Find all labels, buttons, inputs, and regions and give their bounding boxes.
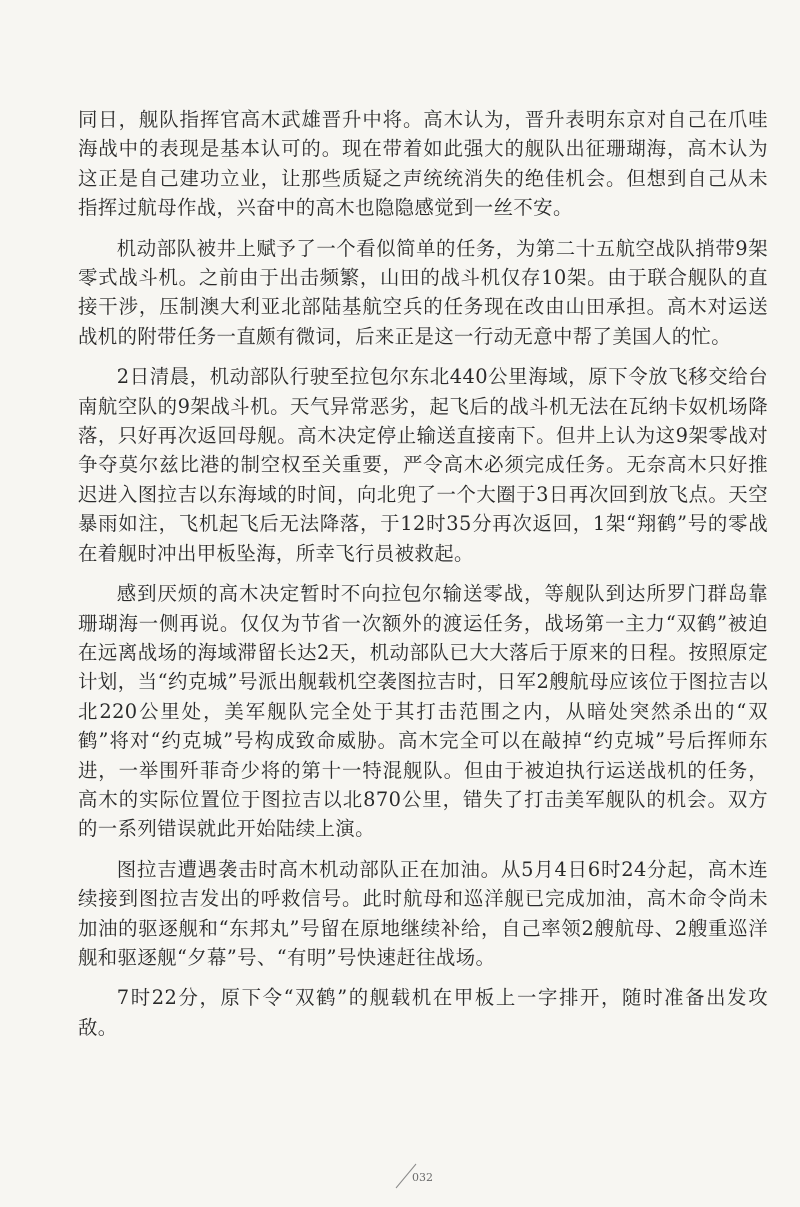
paragraph-1: 同日，舰队指挥官高木武雄晋升中将。高木认为，晋升表明东京对自己在爪哇海战中的表现是基本认可的。现在带着如此强大的舰队出征珊瑚海，高木认为这正是自己建功立业，让那些质疑之声统统消失的绝佳机会。但想到自己从未指挥过航母作战，兴奋中的高木也隐隐感觉到一丝不安。 [78, 108, 768, 220]
paragraph-5: 图拉吉遭遇袭击时高木机动部队正在加油。从5月4日6时24分起，高木连续接到图拉吉发出的呼救信号。此时航母和巡洋舰已完成加油，高木命令尚未加油的驱逐舰和“东邦丸”号留在原地继续补给，自己率领2艘航母、2艘重巡洋舰和驱逐舰“夕幕”号、“有明”号快速赶往战场。 [78, 857, 768, 969]
paragraph-2: 机动部队被井上赋予了一个看似简单的任务，为第二十五航空战队捎带9架零式战斗机。之前由于出击频繁，山田的战斗机仅存10架。由于联合舰队的直接干涉，压制澳大利亚北部陆基航空兵的任务现在改由山田承担。高木对运送战机的附带任务一直颇有微词，后来正是这一行动无意中帮了美国人的忙。 [78, 236, 768, 348]
page-number-folio [392, 1162, 452, 1190]
body-text [78, 105, 768, 1053]
paragraph-4: 感到厌烦的高木决定暂时不向拉包尔输送零战，等舰队到达所罗门群岛靠珊瑚海一侧再说。仅仅为节省一次额外的渡运任务，战场第一主力“双鹤”被迫在远离战场的海域滞留长达2天，机动部队已大大落后于原来的日程。按照原定计划，当“约克城”号派出舰载机空袭图拉吉时，日军2艘航母应该位于图拉吉以北220公里处，美军舰队完全处于其打击范围之内，从暗处突然杀出的“双鹤”将对“约克城”号构成致命威胁。高木完全可以在敲掉“约克城”号后挥师东进，一举围歼菲奇少将的第十一特混舰队。但由于被迫执行运送战机的任务，高木的实际位置位于图拉吉以北870公里，错失了打击美军舰队的机会。双方的一系列错误就此开始陆续上演。 [78, 582, 768, 841]
paragraph-6: 7时22分，原下令“双鹤”的舰载机在甲板上一字排开，随时准备出发攻敌。 [78, 986, 768, 1039]
paragraph-3: 2日清晨，机动部队行驶至拉包尔东北440公里海域，原下令放飞移交给台南航空队的9架战斗机。天气异常恶劣，起飞后的战斗机无法在瓦纳卡奴机场降落，只好再次返回母舰。高木决定停止输送直接南下。但井上认为这9架零战对争夺莫尔兹比港的制空权至关重要，严令高木必须完成任务。无奈高木只好推迟进入图拉吉以东海域的时间，向北兜了一个大圈于3日再次回到放飞点。天空暴雨如注，飞机起飞后无法降落，于12时35分再次返回，1架“翔鹤”号的零战在着舰时冲出甲板坠海，所幸飞行员被救起。 [78, 365, 768, 565]
page-number: 032 [412, 1171, 433, 1184]
